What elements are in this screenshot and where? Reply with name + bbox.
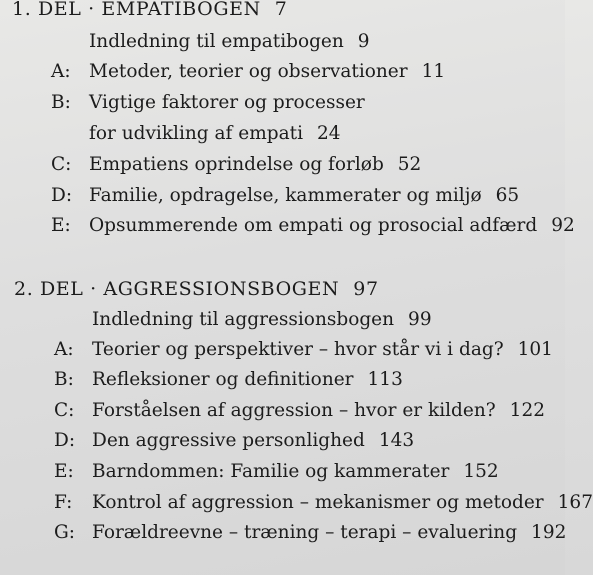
toc-entry-title: Forståelsen af aggression – hvor er kilden? <box>92 400 496 421</box>
toc-entry-letter: F: <box>54 492 73 513</box>
toc-entry <box>54 430 415 451</box>
toc-entry <box>54 461 499 482</box>
toc-entry-title: Familie, opdragelse, kammerater og miljø <box>89 185 482 206</box>
toc-entry <box>51 61 446 82</box>
toc-entry-title: Indledning til empatibogen <box>89 31 344 52</box>
part-1-page: 7 <box>274 0 288 20</box>
toc-entry <box>54 492 593 513</box>
toc-entry <box>54 522 567 543</box>
toc-entry-letter: D: <box>54 430 76 451</box>
toc-entry-title: Forældreevne – træning – terapi – evaluering <box>92 522 518 543</box>
part-1-title: 1. DEL · EMPATIBOGEN <box>12 0 261 20</box>
toc-entry-page: 122 <box>509 400 545 421</box>
toc-entry-title: Empatiens oprindelse og forløb <box>89 154 384 175</box>
toc-entry-page: 152 <box>463 461 499 482</box>
part-1-heading <box>12 0 288 19</box>
toc-entry-letter: C: <box>54 400 75 421</box>
toc-entry-page: 143 <box>378 430 415 451</box>
toc-entry-title: Opsummerende om empati og prosocial adfærd <box>89 215 538 236</box>
toc-entry <box>51 92 365 113</box>
toc-entry-page: 65 <box>495 185 520 206</box>
toc-entry <box>89 33 370 52</box>
toc-entry-continuation <box>89 125 341 144</box>
toc-entry-letter: A: <box>51 61 71 82</box>
toc-entry-page: 92 <box>551 215 575 236</box>
toc-entry-title: Indledning til aggressionsbogen <box>92 309 395 330</box>
toc-entry-letter: G: <box>54 522 76 543</box>
toc-entry-letter: A: <box>54 339 74 360</box>
toc-entry-title: Vigtige faktorer og processer <box>89 92 365 113</box>
part-2-page: 97 <box>353 278 379 300</box>
toc-entry-letter: C: <box>51 154 72 175</box>
toc-entry-title: Den aggressive personlighed <box>92 430 365 451</box>
toc-entry-page: 52 <box>397 154 422 175</box>
toc-entry <box>51 154 422 175</box>
toc-entry-letter: B: <box>51 92 71 113</box>
toc-entry-title: for udvikling af empati <box>89 123 303 144</box>
toc-entry-page: 11 <box>421 61 446 82</box>
toc-entry-letter: E: <box>54 461 74 482</box>
toc-entry-page: 101 <box>517 339 553 360</box>
toc-entry <box>51 185 520 206</box>
toc-entry-page: 167 <box>557 492 593 513</box>
toc-entry-letter: E: <box>51 215 71 236</box>
toc-entry-page: 113 <box>367 369 403 390</box>
toc-entry-title: Teorier og perspektiver – hvor står vi i dag? <box>92 339 504 360</box>
toc-entry <box>51 215 575 236</box>
part-2-title: 2. DEL · AGGRESSIONSBOGEN <box>14 278 340 300</box>
toc-entry <box>54 400 545 421</box>
toc-entry-page: 192 <box>531 522 567 543</box>
toc-entry-title: Barndommen: Familie og kammerater <box>92 461 450 482</box>
toc-entry <box>92 311 432 330</box>
toc-entry-title: Kontrol af aggression – mekanismer og metoder <box>92 492 544 513</box>
toc-entry <box>54 369 403 390</box>
toc-entry-letter: D: <box>51 185 73 206</box>
toc-entry-page: 24 <box>317 123 341 144</box>
toc-entry-letter: B: <box>54 369 74 390</box>
part-2-heading <box>14 280 379 299</box>
toc-entry-page: 9 <box>357 31 370 52</box>
toc-entry-title: Refleksioner og definitioner <box>92 369 354 390</box>
toc-entry-title: Metoder, teorier og observationer <box>89 61 408 82</box>
toc-entry <box>54 339 553 360</box>
toc-entry-page: 99 <box>408 309 432 330</box>
